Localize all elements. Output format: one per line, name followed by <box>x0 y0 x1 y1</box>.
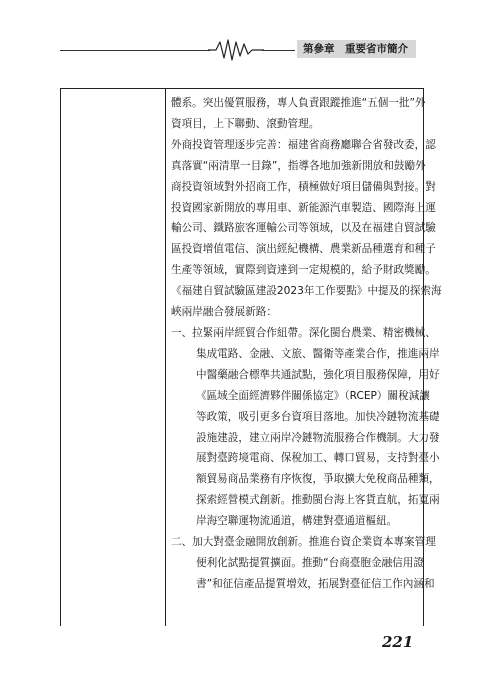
page-number: 221 <box>382 633 414 651</box>
list-item-1-line: 展對臺跨境電商、保稅加工、轉口貿易，支持對臺小 <box>196 452 440 465</box>
list-item-1-line: 探索經營模式創新。推動閩台海上客貨直航，拓寬兩 <box>196 494 440 507</box>
text-line: 生產等領域，實際到資達到一定規模的，給予財政獎勵。 <box>171 264 436 277</box>
text-line: 外商投資管理逐步完善：福建省商務廳聯合省發改委，認 <box>171 138 436 151</box>
text-line: 區投資增值電信、演出經紀機構、農業新品種選育和種子 <box>171 243 436 256</box>
column-divider <box>165 89 166 626</box>
header-rule-left <box>60 50 210 51</box>
text-line: 體系。突出優質服務，專人負責跟蹤推進“五個一批”外 <box>171 97 426 109</box>
list-item-1-line: 額貿易商品業務有序恢復，爭取擴大免稅商品種類， <box>196 473 440 486</box>
text-line: 資項目，上下聯動、滾動管理。 <box>171 117 320 130</box>
list-item-1-line: 設施建設，建立兩岸冷鏈物流服務合作機制。大力發 <box>196 431 440 444</box>
list-item-1-line: 《區域全面經濟夥伴關係協定》（RCEP）關稅減讓 <box>196 389 430 402</box>
chapter-header-title: 第參章 重要省市簡介 <box>297 40 416 58</box>
header-rule-right <box>262 50 295 51</box>
text-line: 商投資領域對外招商工作，積極做好項目儲備與對接。對 <box>171 180 436 193</box>
list-item-2-line: 二、加大對臺金融開放創新。推進台資企業資本專案管理 <box>171 536 436 549</box>
text-line: 投資國家新開放的專用車、新能源汽車製造、國際海上運 <box>171 201 436 214</box>
text-line: 《福建自貿試驗區建設2023年工作要點》中提及的探索海 <box>171 285 442 298</box>
list-item-2-line: 書”和征信產品提質增效，拓展對臺征信工作內涵和 <box>196 577 435 590</box>
text-line: 輸公司、鐵路旅客運輸公司等領域，以及在福建自貿試驗 <box>171 222 436 235</box>
header-wave-icon <box>208 38 264 64</box>
content-text <box>171 93 442 595</box>
list-item-1-line: 一、拉緊兩岸經貿合作紐帶。深化閩台農業、精密機械、 <box>171 326 436 339</box>
content-table <box>60 88 442 626</box>
text-line: 峽兩岸融合發展新路： <box>171 306 277 319</box>
list-item-2-line: 便利化試點提質擴面。推動“台商臺胞金融信用證 <box>196 556 424 569</box>
list-item-1-line: 岸海空聯運物流通道，構建對臺通道樞紐。 <box>196 515 398 528</box>
list-item-1-line: 等政策，吸引更多台資項目落地。加快冷鏈物流基礎 <box>196 410 440 423</box>
list-item-1-line: 中醫藥融合標準共通試點，強化項目服務保障，用好 <box>196 368 440 381</box>
list-item-1-line: 集成電路、金融、文旅、醫衛等產業合作，推進兩岸 <box>196 347 440 360</box>
text-line: 真落實“兩清單一目錄”，指導各地加強新開放和鼓勵外 <box>171 159 426 172</box>
